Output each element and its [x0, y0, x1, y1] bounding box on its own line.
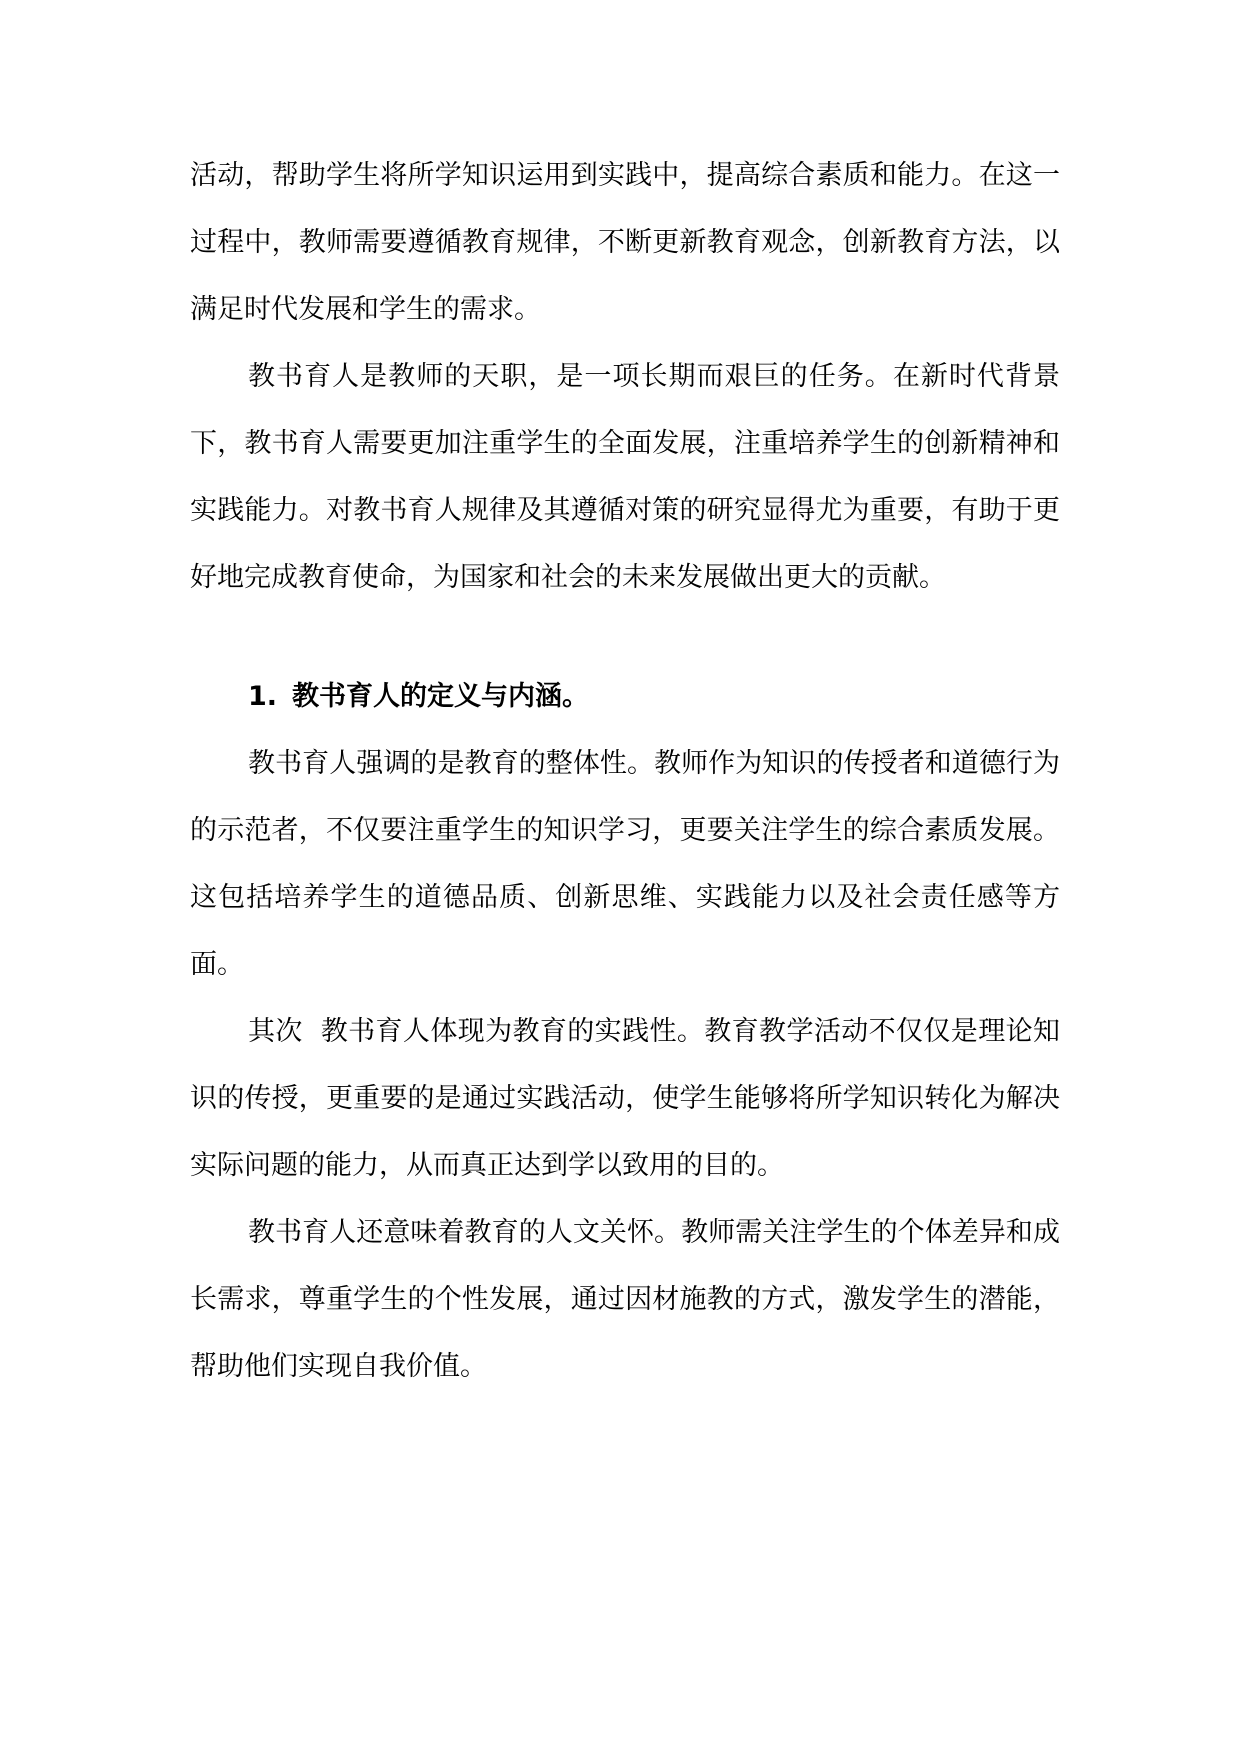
paragraph-humanistic-care: 教书育人还意味着教育的人文关怀。教师需关注学生的个体差异和成长需求，尊重学生的个性发展，通过因材施教的方式，激发学生的潜能，帮助他们实现自我价值。	[190, 1217, 1060, 1382]
section-heading-number: 1.	[248, 681, 278, 712]
paragraph-intro-summary: 教书育人是教师的天职，是一项长期而艰巨的任务。在新时代背景下，教书育人需要更加注重学生的全面发展，注重培养学生的创新精神和实践能力。对教书育人规律及其遵循对策的研究显得尤为重要，有助于更好地完成教育使命，为国家和社会的未来发展做出更大的贡献。	[190, 361, 1060, 593]
paragraph-continuation: 活动，帮助学生将所学知识运用到实践中，提高综合素质和能力。在这一过程中，教师需要遵循教育规律，不断更新教育观念，创新教育方法，以满足时代发展和学生的需求。	[190, 160, 1060, 325]
document-body	[190, 142, 1060, 1400]
paragraph-practicality: 其次 教书育人体现为教育的实践性。教育教学活动不仅仅是理论知识的传授，更重要的是通过实践活动，使学生能够将所学知识转化为解决实际问题的能力，从而真正达到学以致用的目的。	[190, 1016, 1060, 1181]
section-heading	[190, 663, 1060, 730]
paragraph-integrity: 教书育人强调的是教育的整体性。教师作为知识的传授者和道德行为的示范者，不仅要注重学生的知识学习，更要关注学生的综合素质发展。这包括培养学生的道德品质、创新思维、实践能力以及社会责任感等方面。	[190, 748, 1060, 980]
section-heading-text: 教书育人的定义与内涵。	[292, 681, 589, 712]
